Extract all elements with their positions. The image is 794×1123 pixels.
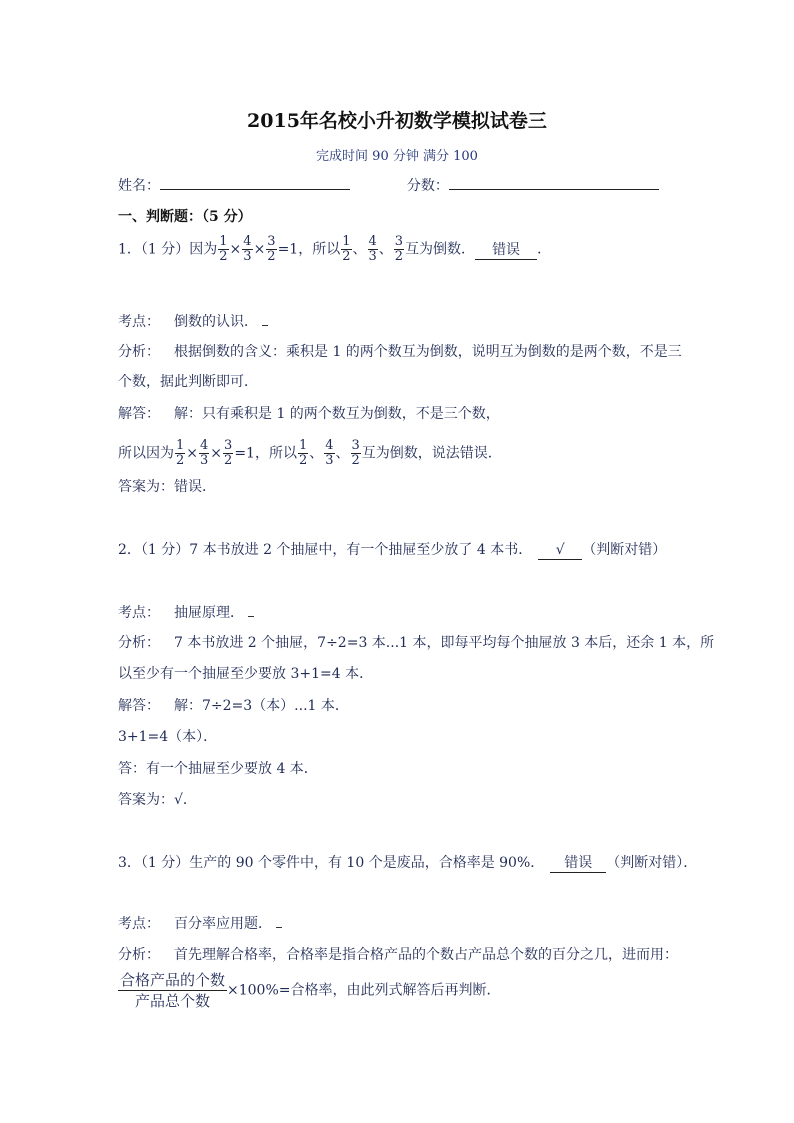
q2-jieda-2: 3+1=4（本）．: [118, 729, 218, 745]
underline-mark: [248, 616, 254, 617]
page-subtitle: 完成时间 90 分钟 满分 100: [316, 149, 478, 164]
section-heading: 一、判断题：（5 分）: [118, 209, 252, 225]
fraction: $\frac{4}{3}$: [325, 438, 334, 468]
q2-answer: 答案为：√．: [118, 792, 197, 808]
fraction: $\frac{3}{2}$: [351, 438, 360, 468]
q3-fenxi-formula: $\frac{\text{合格产品的个数}}{\text{产品总个数}}$ ×100%=合格率，由此列式解答后再判断．: [120, 971, 501, 1010]
name-label: 姓名：: [118, 178, 160, 194]
fraction: $\frac{1}{2}$: [298, 438, 308, 468]
question-3: 3．（1 分）生产的 90 个零件中，有 10 个是废品，合格率是 90%． 错误 （判断对错）．: [118, 855, 698, 871]
underline-mark: [276, 927, 282, 928]
fraction: $\frac{3}{2}$: [267, 234, 276, 264]
name-score-row: [118, 177, 659, 195]
fraction: $\frac{1}{2}$: [176, 438, 185, 468]
fraction: $\frac{3}{2}$: [224, 438, 233, 468]
q2-jieda-3: 答：有一个抽屉至少要放 4 本．: [118, 761, 318, 777]
q1-fenxi: 分析： 根据倒数的含义：乘积是 1 的两个数互为倒数，说明互为倒数的是两个数，不是三: [118, 344, 682, 360]
page-title: 2015年名校小升初数学模拟试卷三: [247, 110, 547, 132]
fraction: $\frac{4}{3}$: [243, 234, 252, 264]
q2-jieda: 解答： 解：7÷2=3（本）...1 本．: [118, 698, 349, 714]
q1-jieda: 解答： 解：只有乘积是 1 的两个数互为倒数，不是三个数，: [118, 406, 500, 422]
fraction: $\frac{1}{2}$: [219, 234, 228, 264]
score-blank[interactable]: [449, 189, 659, 190]
q1-jieda-2: 所以因为 $\frac{1}{2}$ × $\frac{4}{3}$ × $\frac{3}{2}$ =1，所以 $\frac{1}{2}$ 、 $\frac{4}{3}$ 、 $\frac{3}{2}$ 互为倒数，说法错误．: [118, 438, 502, 468]
fraction: $\frac{\text{合格产品的个数}}{\text{产品总个数}}$: [120, 971, 226, 1010]
q1-fenxi-cont: 个数，据此判断即可．: [118, 374, 258, 390]
underline-mark: [262, 325, 268, 326]
q2-fenxi-cont: 以至少有一个抽屉至少要放 3+1=4 本．: [118, 666, 374, 682]
fraction: $\frac{3}{2}$: [394, 234, 404, 264]
q3-fenxi: 分析： 首先理解合格率，合格率是指合格产品的个数占产品总个数的百分之几，进而用：: [118, 947, 678, 963]
answer-blank[interactable]: 错误: [475, 241, 537, 260]
q1-answer: 答案为：错误．: [118, 479, 216, 495]
fraction: $\frac{4}{3}$: [368, 234, 377, 264]
q1-kaodian: 考点： 倒数的认识．: [118, 313, 268, 331]
question-2: 2．（1 分）7 本书放进 2 个抽屉中，有一个抽屉至少放了 4 本书． √ （判断对错）: [118, 542, 667, 558]
q2-fenxi: 分析： 7 本书放进 2 个抽屉，7÷2=3 本...1 本，即每平均每个抽屉放 3 本后，还余 1 本，所: [118, 635, 715, 651]
score-label: 分数：: [406, 178, 449, 194]
name-blank[interactable]: [160, 189, 350, 190]
q2-kaodian: 考点： 抽屉原理．: [118, 604, 254, 622]
answer-blank[interactable]: √: [538, 541, 582, 560]
fraction: $\frac{1}{2}$: [342, 234, 351, 264]
answer-blank[interactable]: 错误: [550, 854, 606, 873]
fraction: $\frac{4}{3}$: [200, 438, 209, 468]
question-1: 1．（1 分）因为 $\frac{1}{2}$ × $\frac{4}{3}$ × $\frac{3}{2}$ =1，所以 $\frac{1}{2}$ 、 $\frac{4}{3}$ 、 $\frac{3}{2}$ 互为倒数． 错误 ．: [118, 234, 552, 264]
q3-kaodian: 考点： 百分率应用题．: [118, 915, 282, 933]
